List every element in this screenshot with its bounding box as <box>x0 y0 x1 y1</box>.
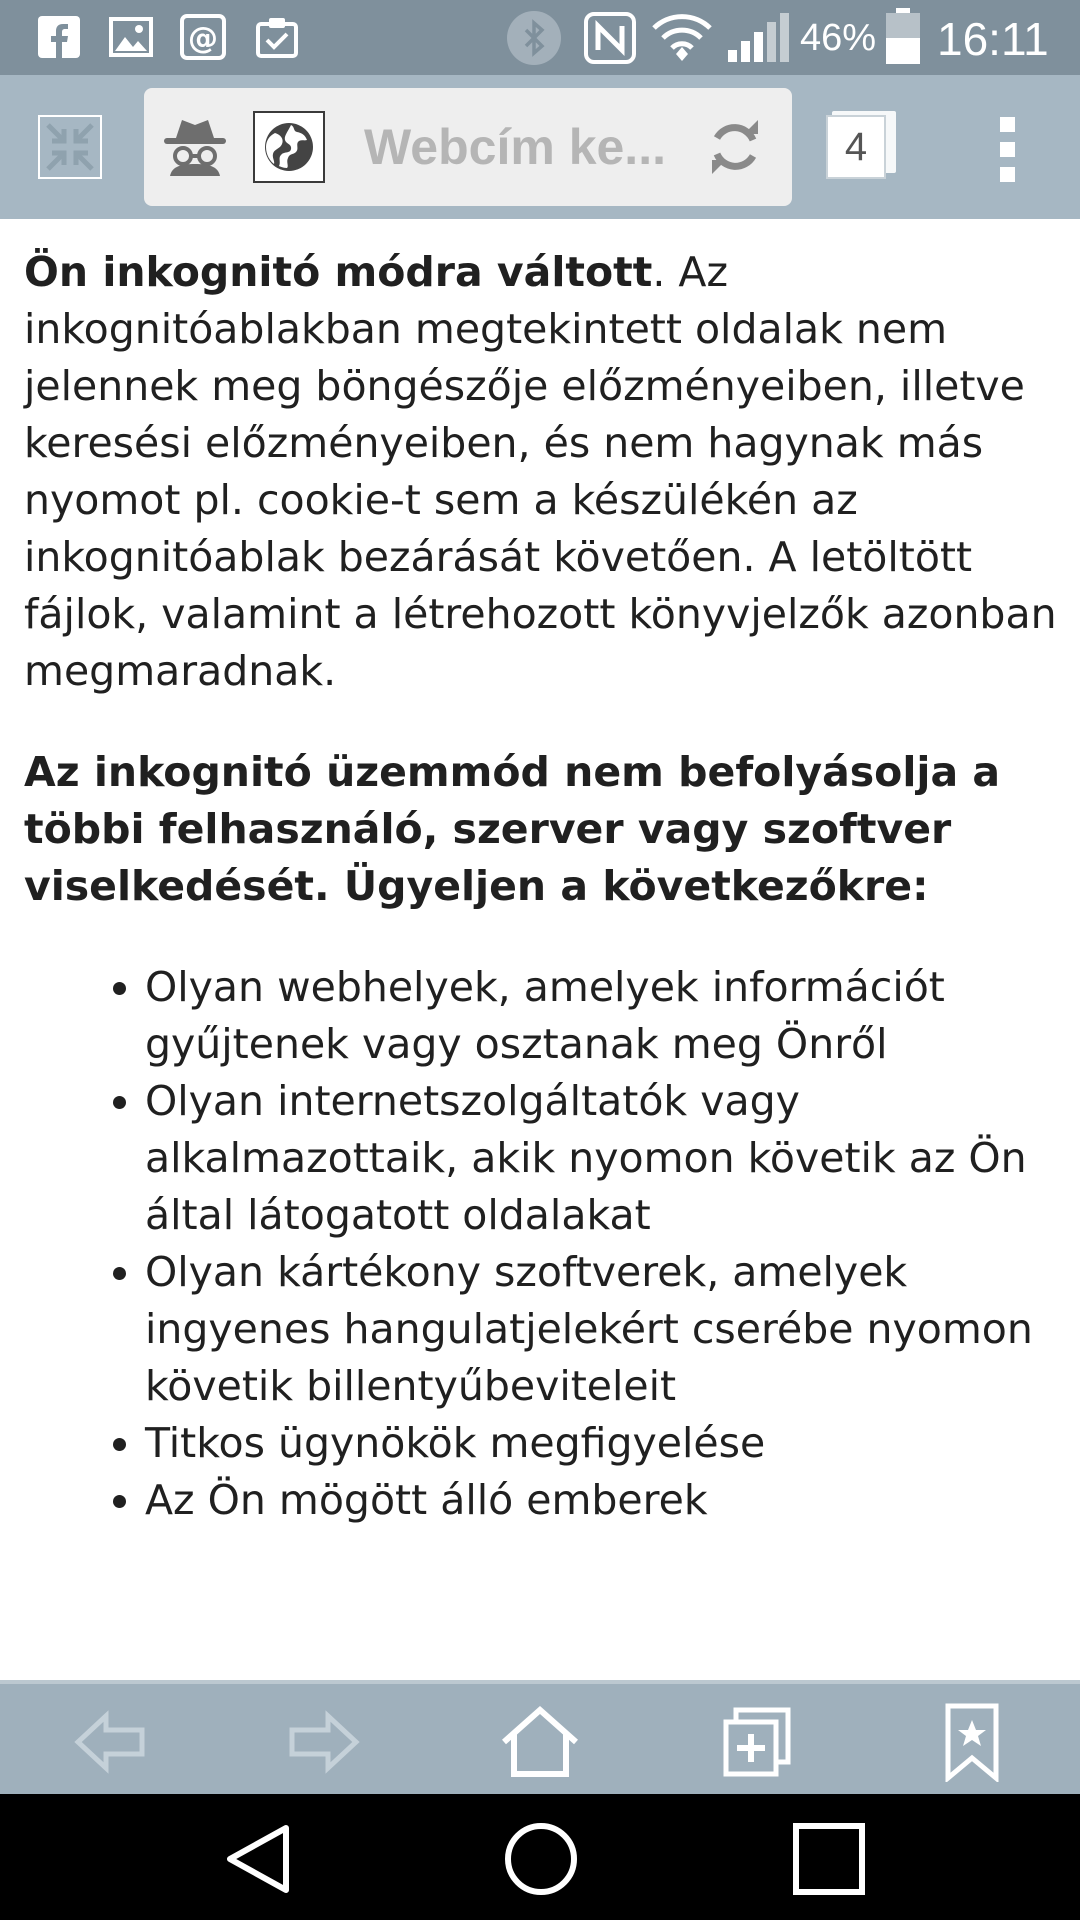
intro-text: . Az inkognitóablakban megtekintett oldalak nem jelennek meg böngészője előzményeiben, illetve keresési előzményeiben, és nem hagynak más nyomot pl. cookie-t sem a készülékén az inkognitóablak bezárását követően. A letöltött fájlok, valamint a létrehozott könyvjelzők azonban megmaradnak. <box>24 248 1057 695</box>
list-item: • Olyan internetszolgáltatók vagy alkalmazottaik, akik nyomon követik az Ön által látogatott oldalakat <box>145 1073 1064 1244</box>
warning-heading: Az inkognitó üzemmód nem befolyásolja a többi felhasználó, szerver vagy szoftver viselkedését. Ügyeljen a következőkre: <box>24 748 1001 910</box>
bookmark-icon[interactable] <box>932 1702 1012 1782</box>
clock: 16:11 <box>937 13 1049 65</box>
facebook-icon <box>36 14 82 60</box>
intro-bold: Ön inkognitó módra váltott <box>24 248 653 296</box>
list-item: • Olyan webhelyek, amelyek információt gyűjtenek vagy osztanak meg Önről <box>145 959 1064 1073</box>
nfc-icon <box>584 12 636 64</box>
gallery-icon <box>108 14 154 60</box>
svg-text:@: @ <box>188 21 218 56</box>
battery-icon <box>884 8 922 66</box>
more-vertical-icon[interactable] <box>998 115 1018 183</box>
tab-count: 4 <box>826 115 886 179</box>
system-home-icon[interactable] <box>502 1820 580 1898</box>
globe-icon[interactable] <box>253 111 325 183</box>
signal-icon <box>726 12 790 64</box>
reload-icon[interactable] <box>706 118 764 176</box>
clipboard-check-icon <box>254 14 300 60</box>
status-bar <box>0 0 1080 75</box>
tab-count-button[interactable] <box>826 115 892 179</box>
warning-list <box>24 959 1064 1529</box>
list-item: • Az Ön mögött álló emberek <box>145 1472 1064 1529</box>
list-item: • Olyan kártékony szoftverek, amelyek ingyenes hangulatjelekért cserébe nyomon követik billentyűbeviteleit <box>145 1244 1064 1415</box>
add-tab-icon[interactable] <box>716 1702 796 1782</box>
browser-toolbar <box>0 75 1080 219</box>
incognito-spy-icon <box>162 116 228 176</box>
system-recents-icon[interactable] <box>790 1820 868 1898</box>
list-item: • Titkos ügynökök megfigyelése <box>145 1415 1064 1472</box>
browser-bottom-nav <box>0 1680 1080 1794</box>
email-icon <box>180 14 226 60</box>
system-nav-bar <box>0 1794 1080 1920</box>
system-back-icon[interactable] <box>220 1820 298 1898</box>
intro-paragraph <box>24 244 1064 700</box>
wifi-icon <box>650 12 714 64</box>
forward-arrow-icon[interactable] <box>284 1702 364 1782</box>
back-arrow-icon[interactable] <box>70 1702 150 1782</box>
url-bar[interactable] <box>144 88 792 206</box>
bluetooth-icon <box>506 10 562 66</box>
home-icon[interactable] <box>500 1702 580 1782</box>
url-input[interactable] <box>364 110 684 184</box>
incognito-info <box>24 244 1064 1529</box>
battery-percent: 46% <box>800 17 877 59</box>
compress-arrows-icon[interactable] <box>38 115 102 179</box>
